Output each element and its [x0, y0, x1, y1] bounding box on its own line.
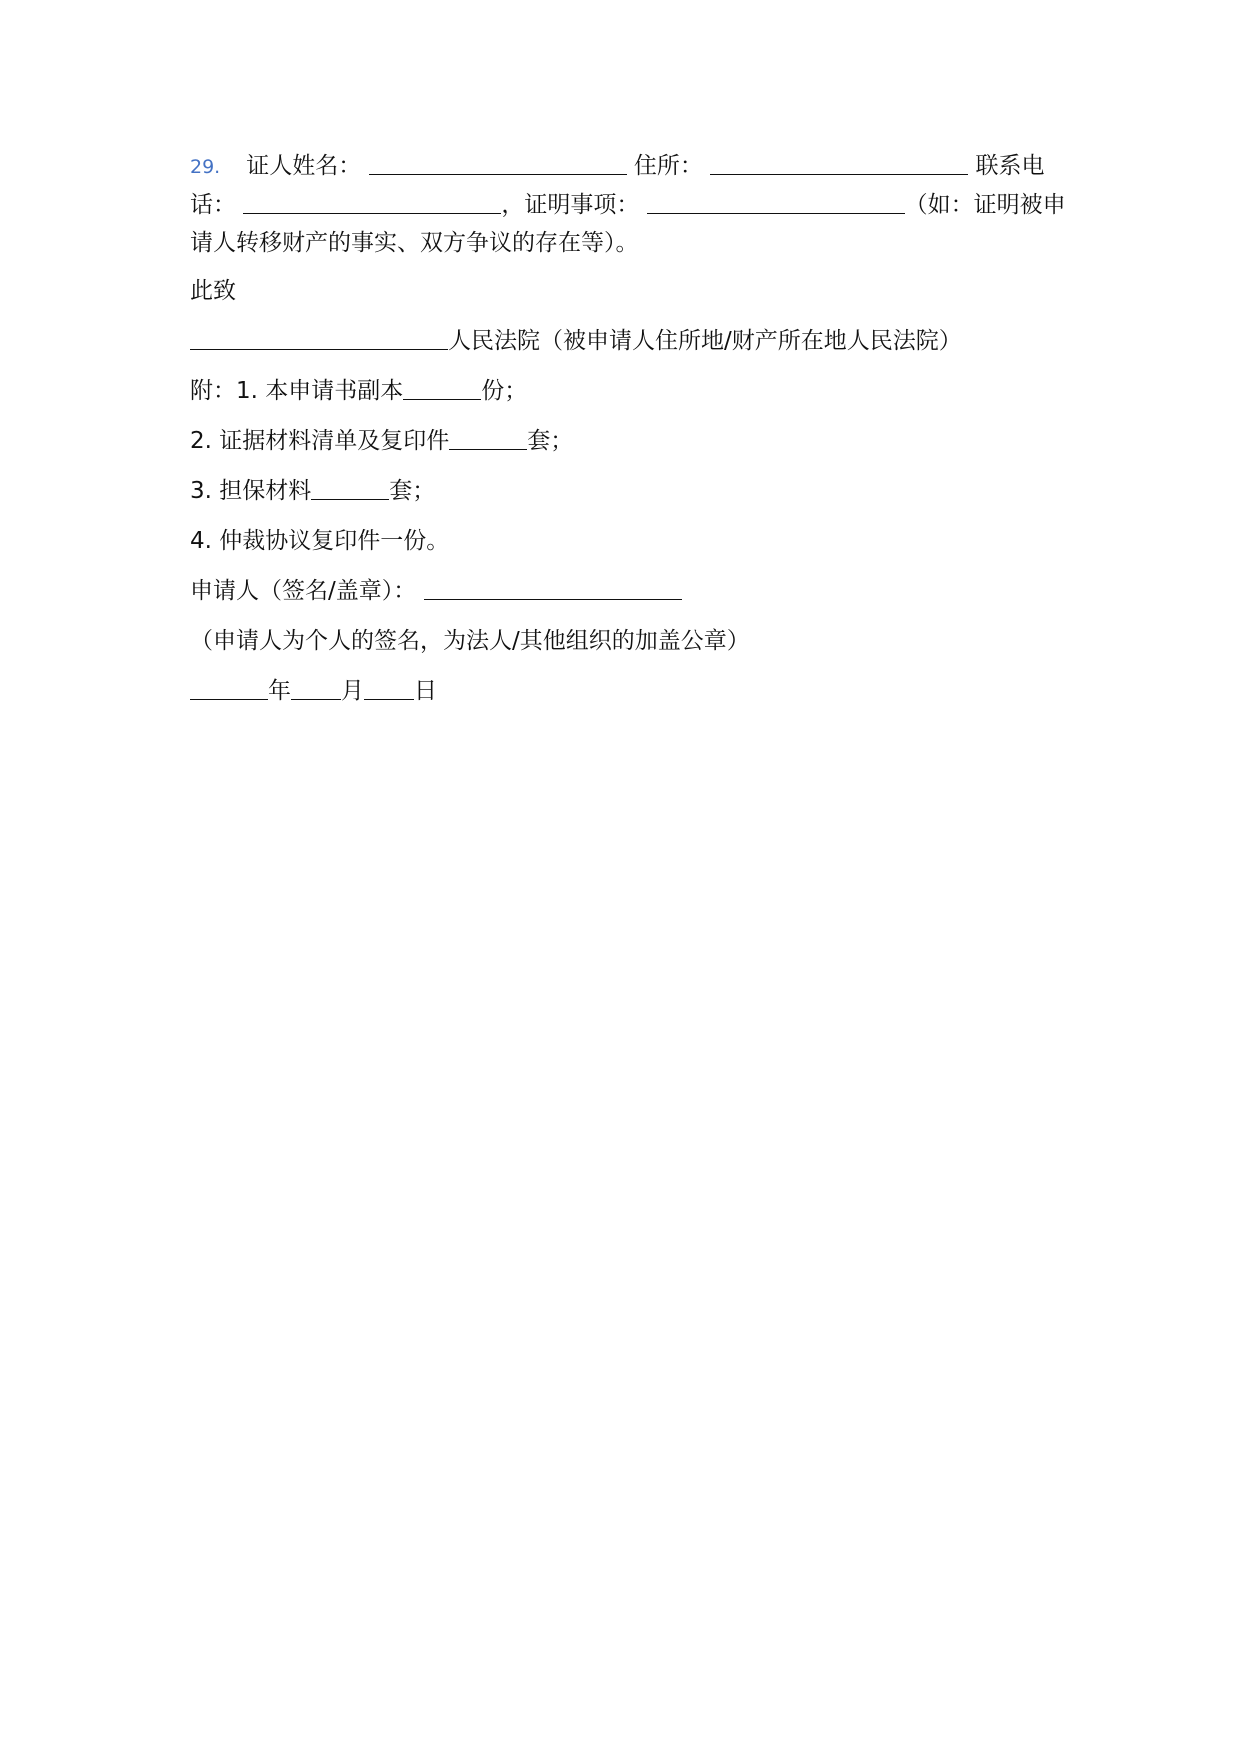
- witness-matter-label: 证明事项：: [524, 192, 640, 218]
- attachment-1-unit: 份；: [481, 378, 528, 404]
- attachment-3-unit: 套；: [389, 478, 436, 504]
- year-label: 年: [268, 678, 291, 704]
- attachment-4: 4. 仲裁协议复印件一份。: [190, 528, 450, 554]
- attachment-3-label: 3. 担保材料: [190, 478, 312, 504]
- witness-paragraph: [190, 147, 1070, 262]
- applicant-note: （申请人为个人的签名，为法人/其他组织的加盖公章）: [190, 628, 750, 654]
- document-body: [190, 147, 1070, 722]
- witness-name-label: 证人姓名：: [246, 153, 362, 179]
- witness-address-label: 住所：: [633, 153, 703, 179]
- salutation: 此致: [190, 278, 236, 304]
- witness-phone-blank[interactable]: [243, 189, 501, 214]
- attachment-3-count-blank[interactable]: [311, 475, 389, 500]
- applicant-signature-blank[interactable]: [424, 575, 682, 600]
- witness-phone-label-part2: 话：: [190, 192, 236, 218]
- attachment-3: [190, 472, 1070, 510]
- court-suffix: 人民法院（被申请人住所地/财产所在地人民法院）: [448, 328, 962, 354]
- applicant-line: [190, 572, 1070, 610]
- attachment-2-label: 2. 证据材料清单及复印件: [190, 428, 450, 454]
- witness-name-blank[interactable]: [369, 150, 627, 175]
- comma: ，: [501, 192, 525, 218]
- month-blank[interactable]: [291, 675, 341, 700]
- witness-address-blank[interactable]: [710, 150, 968, 175]
- attachment-1-label: 附：1. 本申请书副本: [190, 378, 404, 404]
- witness-phone-label-part1: 联系电: [975, 153, 1045, 179]
- item-number: 29.: [190, 156, 221, 178]
- attachment-1-count-blank[interactable]: [403, 375, 481, 400]
- year-blank[interactable]: [190, 675, 268, 700]
- attachment-2: [190, 422, 1070, 460]
- attachment-2-count-blank[interactable]: [449, 425, 527, 450]
- attachment-2-unit: 套；: [527, 428, 574, 454]
- month-label: 月: [341, 678, 364, 704]
- day-label: 日: [414, 678, 437, 704]
- court-line: [190, 322, 1070, 360]
- witness-matter-blank[interactable]: [647, 189, 905, 214]
- witness-matter-note: （如：证明被申请人转移财产的事实、双方争议的存在等）。: [190, 192, 1066, 256]
- date-line: [190, 672, 1070, 710]
- day-blank[interactable]: [364, 675, 414, 700]
- applicant-label: 申请人（签名/盖章）：: [190, 578, 417, 604]
- attachment-1: [190, 372, 1070, 410]
- court-name-blank[interactable]: [190, 325, 448, 350]
